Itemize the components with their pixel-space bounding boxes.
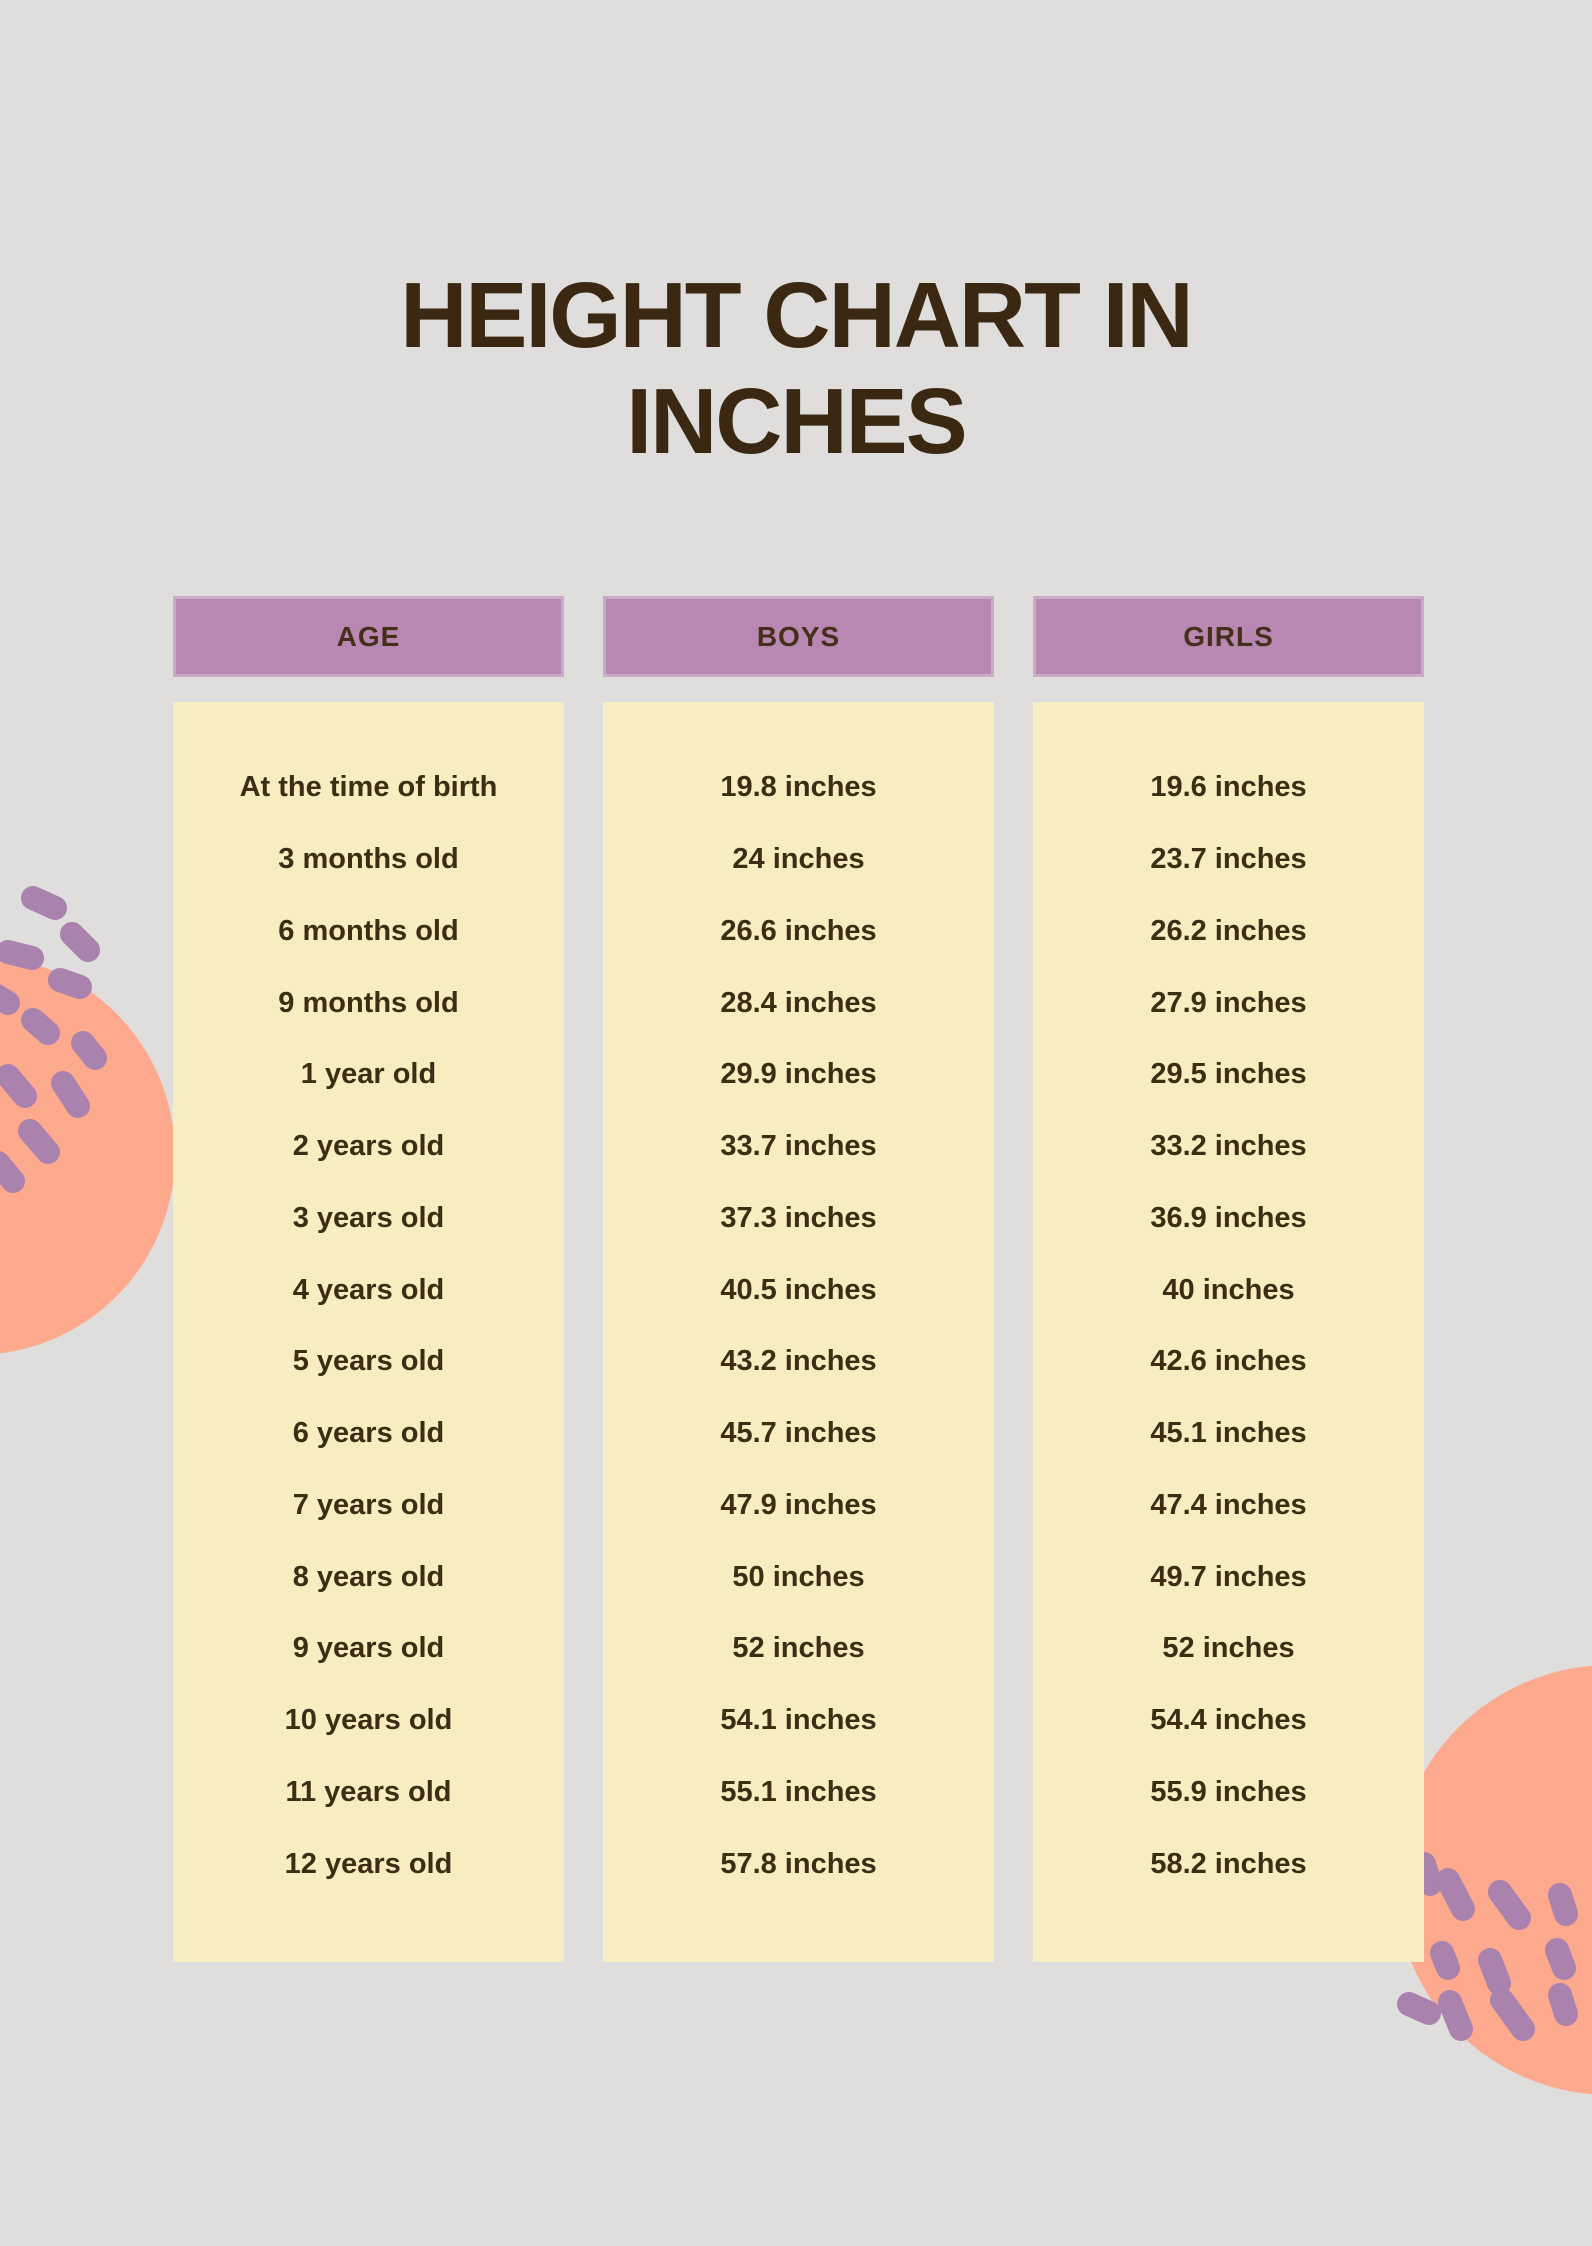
table-cell-boys: 45.7 inches — [720, 1417, 877, 1450]
table-cell-girls: 55.9 inches — [1150, 1775, 1307, 1808]
table-cell-age: 3 months old — [278, 843, 459, 876]
table-cell-boys: 52 inches — [732, 1632, 865, 1665]
table-cell-age: 7 years old — [292, 1488, 445, 1521]
left-confetti-dashes — [0, 898, 95, 1181]
page-title — [0, 262, 1592, 474]
age-header-label: AGE — [336, 620, 401, 652]
table-cell-girls: 29.5 inches — [1150, 1058, 1307, 1091]
boys-header-label: BOYS — [756, 620, 841, 652]
table-cell-girls: 36.9 inches — [1150, 1201, 1307, 1234]
table-cell-boys: 47.9 inches — [720, 1488, 877, 1521]
table-cell-age: 10 years old — [284, 1704, 453, 1737]
age-column — [173, 596, 564, 1962]
table-cell-boys: 29.9 inches — [720, 1058, 877, 1091]
table-cell-boys: 24 inches — [732, 843, 865, 876]
table-cell-boys: 26.6 inches — [720, 914, 877, 947]
page-title-line2: INCHES — [626, 369, 966, 473]
left-blob-shape — [0, 955, 175, 1355]
girls-column-header — [1033, 596, 1424, 677]
table-cell-girls: 58.2 inches — [1150, 1847, 1307, 1880]
table-cell-girls: 52 inches — [1162, 1632, 1295, 1665]
table-cell-girls: 33.2 inches — [1150, 1130, 1307, 1163]
table-cell-age: 11 years old — [285, 1775, 452, 1808]
table-cell-age: 12 years old — [284, 1847, 453, 1880]
boys-column — [603, 596, 994, 1962]
table-cell-girls: 27.9 inches — [1150, 986, 1307, 1019]
age-column-header — [173, 596, 564, 677]
table-cell-age: 4 years old — [292, 1273, 445, 1306]
table-cell-boys: 33.7 inches — [720, 1130, 877, 1163]
table-cell-boys: 43.2 inches — [720, 1345, 877, 1378]
girls-column-body — [1033, 702, 1424, 1962]
table-cell-girls: 45.1 inches — [1150, 1417, 1307, 1450]
table-cell-age: 3 years old — [292, 1201, 445, 1234]
table-cell-age: At the time of birth — [239, 771, 498, 804]
table-cell-girls: 42.6 inches — [1150, 1345, 1307, 1378]
table-cell-girls: 26.2 inches — [1150, 914, 1307, 947]
table-cell-boys: 55.1 inches — [720, 1775, 877, 1808]
table-cell-girls: 47.4 inches — [1150, 1488, 1307, 1521]
boys-column-header — [603, 596, 994, 677]
girls-header-label: GIRLS — [1183, 620, 1274, 652]
table-cell-age: 2 years old — [292, 1130, 445, 1163]
table-cell-girls: 54.4 inches — [1150, 1704, 1307, 1737]
left-blob-group — [0, 955, 175, 1355]
height-table — [173, 596, 1425, 1962]
table-cell-boys: 40.5 inches — [720, 1273, 877, 1306]
table-cell-boys: 37.3 inches — [720, 1201, 877, 1234]
table-cell-girls: 49.7 inches — [1150, 1560, 1307, 1593]
table-cell-girls: 19.6 inches — [1150, 771, 1307, 804]
table-cell-boys: 50 inches — [732, 1560, 865, 1593]
table-cell-boys: 57.8 inches — [720, 1847, 877, 1880]
table-cell-boys: 28.4 inches — [720, 986, 877, 1019]
table-cell-boys: 19.8 inches — [720, 771, 877, 804]
boys-column-body — [603, 702, 994, 1962]
table-cell-age: 6 years old — [292, 1417, 445, 1450]
table-cell-boys: 54.1 inches — [720, 1704, 877, 1737]
table-cell-girls: 40 inches — [1162, 1273, 1295, 1306]
table-cell-age: 9 years old — [292, 1632, 445, 1665]
table-cell-age: 9 months old — [278, 986, 459, 1019]
page-title-line1: HEIGHT CHART IN — [400, 263, 1192, 367]
table-cell-age: 6 months old — [278, 914, 459, 947]
table-cell-girls: 23.7 inches — [1150, 843, 1307, 876]
table-cell-age: 8 years old — [292, 1560, 445, 1593]
table-cell-age: 1 year old — [300, 1058, 437, 1091]
table-cell-age: 5 years old — [292, 1345, 445, 1378]
right-confetti-dashes — [1409, 1864, 1566, 2029]
age-column-body — [173, 702, 564, 1962]
girls-column — [1033, 596, 1424, 1962]
